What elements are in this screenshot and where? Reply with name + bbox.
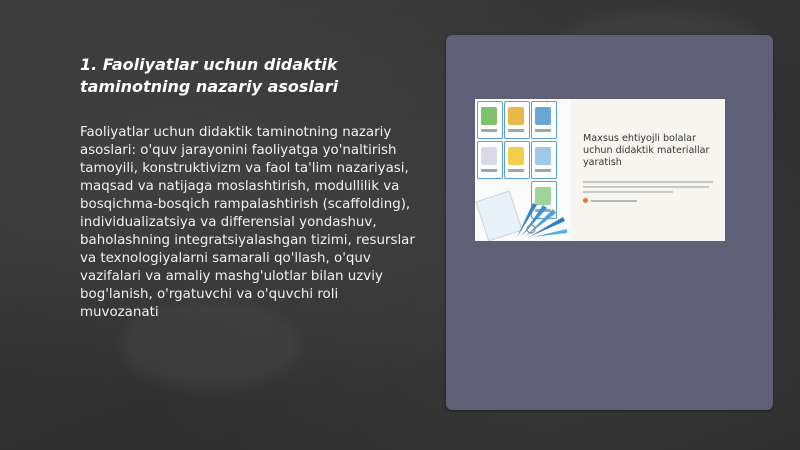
author-avatar — [583, 198, 588, 203]
flashcard — [477, 101, 503, 139]
flashcard — [531, 101, 557, 139]
text-line — [583, 186, 709, 188]
flashcard — [504, 141, 530, 179]
thumbnail-title: Maxsus ehtiyojli bolalar uchun didaktik materiallar yaratish — [583, 133, 710, 168]
flashcard — [531, 141, 557, 179]
flashcard — [504, 101, 530, 139]
author-row — [583, 198, 637, 203]
text-line — [583, 181, 713, 183]
text-line — [583, 191, 673, 193]
author-name-line — [591, 200, 637, 202]
presentation-thumbnail[interactable] — [475, 99, 725, 241]
flashcard — [477, 141, 503, 179]
thumbnail-text-panel — [571, 99, 725, 241]
slide-title: 1. Faoliyatlar uchun didaktik taminotning nazariy asoslari — [80, 55, 339, 96]
slide-body-text: Faoliyatlar uchun didaktik taminotning nazariy asoslari: o'quv jarayonini faoliyatga yo'naltirish tamoyili, konstruktivizm va faol ta'lim nazariyasi, maqsad va natijaga moslashtirish, modullilik va bosqichma-bosqich rampalashtirish (scaffolding), individualizatsiya va differensial yondashuv, baholashning integratsiyalashgan tizimi, resurslar va texnologiyalarni samarali qo'llash, o'quv vazifalari va amaliy mashg'ulotlar bilan uzviy bog'lanish, o'rgatuvchi va o'quvchi roli muvozanati — [80, 125, 415, 320]
image-card — [446, 35, 773, 410]
flashcards-image — [475, 99, 571, 241]
keyring-cards-icon — [513, 199, 569, 239]
